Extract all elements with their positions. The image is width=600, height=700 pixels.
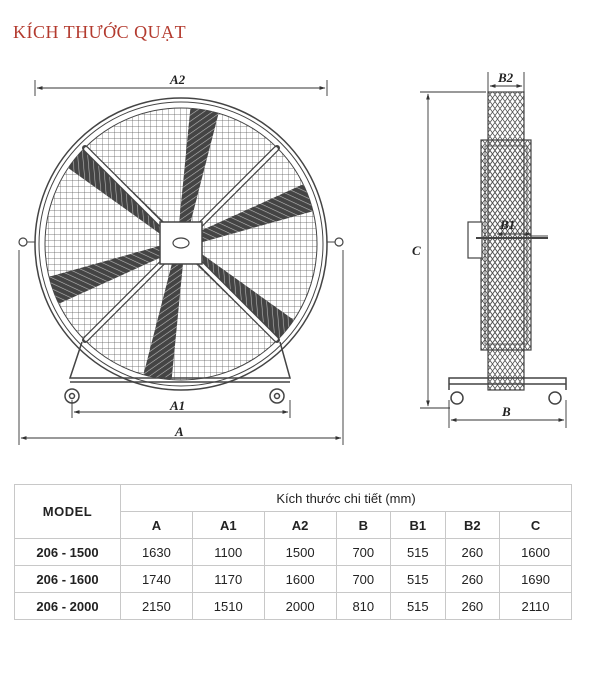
dimension-group-header: Kích thước chi tiết (mm) <box>121 485 572 512</box>
value-cell: 515 <box>391 539 446 566</box>
value-cell: 260 <box>445 593 500 620</box>
value-cell: 515 <box>391 566 446 593</box>
dim-label-b2: B2 <box>498 70 514 85</box>
value-cell: 1510 <box>192 593 264 620</box>
column-header: B2 <box>445 512 500 539</box>
page-title: KÍCH THƯỚC QUẠT <box>13 22 187 42</box>
value-cell: 2110 <box>500 593 572 620</box>
value-cell: 810 <box>336 593 391 620</box>
motor-hub <box>160 222 202 264</box>
value-cell: 2000 <box>264 593 336 620</box>
model-cell: 206 - 2000 <box>15 593 121 620</box>
model-header: MODEL <box>15 485 121 539</box>
column-header: B1 <box>391 512 446 539</box>
value-cell: 1500 <box>264 539 336 566</box>
value-cell: 2150 <box>121 593 193 620</box>
dim-label-c: C <box>412 243 421 258</box>
value-cell: 1170 <box>192 566 264 593</box>
fan-dimension-drawing <box>0 60 600 460</box>
model-cell: 206 - 1500 <box>15 539 121 566</box>
dim-label-a2: A2 <box>170 72 186 87</box>
column-header: A1 <box>192 512 264 539</box>
column-header: A <box>121 512 193 539</box>
dim-label-a1: A1 <box>170 398 186 413</box>
value-cell: 1740 <box>121 566 193 593</box>
value-cell: 700 <box>336 566 391 593</box>
table-row <box>15 593 572 620</box>
dim-label-b: B <box>502 404 511 419</box>
column-header: B <box>336 512 391 539</box>
spec-table <box>14 484 572 620</box>
dim-label-b1: B1 <box>500 217 516 232</box>
front-view <box>19 72 343 445</box>
table-row <box>15 566 572 593</box>
value-cell: 1600 <box>500 539 572 566</box>
value-cell: 1600 <box>264 566 336 593</box>
value-cell: 700 <box>336 539 391 566</box>
column-header: C <box>500 512 572 539</box>
model-cell: 206 - 1600 <box>15 566 121 593</box>
value-cell: 1690 <box>500 566 572 593</box>
value-cell: 1100 <box>192 539 264 566</box>
table-row <box>15 539 572 566</box>
value-cell: 515 <box>391 593 446 620</box>
column-header: A2 <box>264 512 336 539</box>
value-cell: 1630 <box>121 539 193 566</box>
value-cell: 260 <box>445 566 500 593</box>
dim-label-a: A <box>175 424 184 439</box>
side-view <box>412 70 566 428</box>
value-cell: 260 <box>445 539 500 566</box>
